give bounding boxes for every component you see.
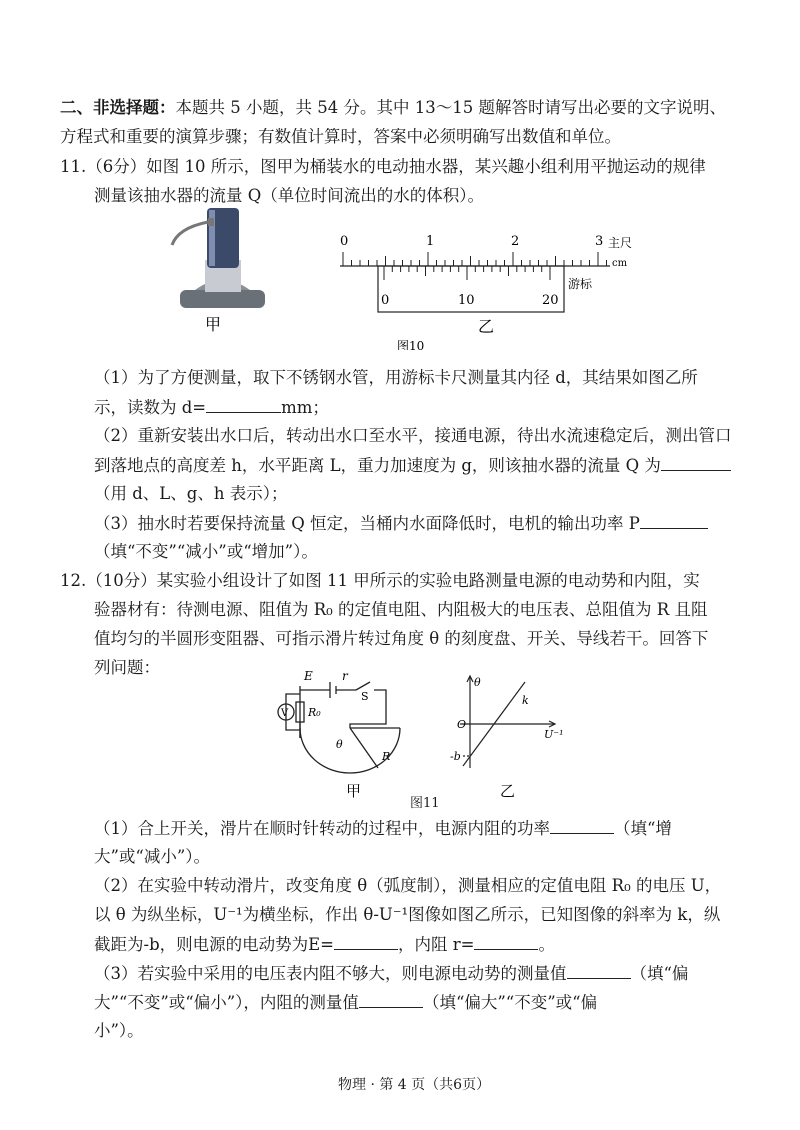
main-scale-unit: cm — [612, 258, 628, 269]
graph-origin: O — [457, 718, 467, 731]
circuit-label-E: E — [304, 669, 313, 683]
page-footer: 物理 · 第 4 页（共6页） — [338, 1077, 491, 1093]
q11-p2-line-c: （用 d、L、g、h 表示）； — [94, 484, 288, 503]
q12-p3-text-b: 大”“不变”或“偏小”），内阻的测量值 — [94, 993, 359, 1012]
q12-line-4: 列问题： — [94, 658, 160, 677]
fig10-label-jia: 甲 — [205, 315, 222, 334]
q12-p1-line-b: 大”或“减小”）。 — [94, 847, 211, 866]
answer-blank-P[interactable] — [640, 510, 708, 529]
q11-p2-text: 到落地点的高度差 h，水平距离 L，重力加速度为 g，则该抽水器的流量 Q 为 — [94, 456, 661, 475]
graph-slope-k: k — [522, 694, 529, 707]
q11-line-2: 测量该抽水器的流量 Q（单位时间流出的水的体积）。 — [94, 186, 485, 205]
q12-p3-hint: （填“偏 — [630, 964, 689, 983]
answer-blank-r-bias[interactable] — [359, 989, 423, 1008]
water-pump-image — [172, 208, 265, 308]
q12-p3-hint-b: （填“偏大”“不变”或“偏 — [422, 993, 598, 1012]
section-text-2: 方程式和重要的演算步骤；有数值计算时，答案中必须明确写出数值和单位。 — [60, 127, 621, 146]
q12-p2-line-a: （2）在实验中转动滑片，改变角度 θ（弧度制），测量相应的定值电阻 R₀ 的电压 U， — [94, 876, 722, 895]
main-tick-0: 0 — [340, 234, 349, 249]
main-tick-2: 2 — [511, 234, 520, 249]
main-scale-label: 主尺 — [608, 236, 633, 250]
graph-intercept-b: -b — [450, 750, 461, 763]
q12-p1-text: （1）合上开关，滑片在顺时针转动的过程中，电源内阻的功率 — [94, 819, 550, 838]
q11-p3-text: （3）抽水时若要保持流量 Q 恒定，当桶内水面降低时，电机的输出功率 P — [94, 514, 640, 533]
fig11-label-yi: 乙 — [500, 782, 516, 800]
fig11-label-jia: 甲 — [346, 782, 362, 800]
q12-p2-line-b: 以 θ 为纵坐标，U⁻¹为横坐标，作出 θ-U⁻¹图像如图乙所示，已知图像的斜率为 k，纵 — [94, 905, 721, 924]
q11-p2-line-a: （2）重新安装出水口后，转动出水口至水平，接通电源，待出水流速稳定后，测出管口 — [94, 426, 732, 445]
fig11-caption: 图11 — [410, 796, 440, 811]
q12-p3-line-b — [94, 989, 597, 1016]
section-heading: 二、非选择题： — [60, 98, 176, 117]
q12-p3-line-c: 小”）。 — [94, 1021, 144, 1040]
circuit-label-R0: R₀ — [308, 706, 321, 719]
q11-p3-line-b: （填“不变”“减小”或“增加”）。 — [94, 542, 318, 561]
q11-p1-text: 示，读数为 d= — [94, 398, 207, 417]
q12-line-2: 验器材有：待测电源、阻值为 R₀ 的定值电阻、内阻极大的电压表、总阻值为 R 且阻 — [94, 600, 708, 619]
q12-line-1: 12.（10分）某实验小组设计了如图 11 甲所示的实验电路测量电源的电动势和内阻，实 — [60, 571, 700, 590]
q11-p1-unit: mm； — [281, 398, 329, 417]
vernier-label: 游标 — [568, 277, 593, 291]
q11-p1-line-a: （1）为了方便测量，取下不锈钢水管，用游标卡尺测量其内径 d，其结果如图乙所 — [94, 368, 698, 387]
answer-blank-emf-bias[interactable] — [567, 960, 631, 979]
section-header — [60, 95, 726, 121]
figure-11 — [260, 668, 580, 808]
vernier-tick-20: 20 — [542, 293, 559, 308]
answer-blank-power[interactable] — [550, 815, 614, 834]
theta-u-graph — [460, 676, 555, 768]
answer-blank-r[interactable] — [474, 931, 538, 950]
q12-p3-text: （3）若实验中采用的电压表内阻不够大，则电源电动势的测量值 — [94, 964, 567, 983]
q12-p2-text-r: ，内阻 r= — [398, 935, 475, 954]
q12-p2-text-E: 截距为-b，则电源的电动势为E= — [94, 935, 335, 954]
circuit-label-S: S — [361, 690, 369, 703]
vernier-tick-10: 10 — [458, 293, 475, 308]
q11-p2-line-b — [94, 452, 731, 479]
graph-axis-theta: θ — [474, 676, 481, 689]
q11-line-1: 11.（6分）如图 10 所示，图甲为桶装水的电动抽水器，某兴趣小组利用平抛运动的规律 — [60, 157, 706, 176]
circuit-label-R: R — [382, 750, 391, 763]
main-tick-1: 1 — [426, 234, 435, 249]
fig10-label-yi: 乙 — [478, 317, 495, 336]
figure-10 — [160, 200, 640, 350]
q11-p1-line-b — [94, 394, 329, 421]
circuit-label-V: V — [281, 708, 289, 719]
main-tick-3: 3 — [595, 234, 604, 249]
answer-blank-E[interactable] — [334, 931, 398, 950]
q12-p1-line-a — [94, 815, 672, 842]
q12-p3-line-a — [94, 960, 688, 987]
answer-blank-Q[interactable] — [661, 452, 731, 471]
circuit-label-theta: θ — [336, 738, 343, 751]
section-text-1: 本题共 5 小题，共 54 分。其中 13～15 题解答时请写出必要的文字说明、 — [175, 98, 726, 117]
q12-p2-end: 。 — [538, 935, 555, 954]
fig10-caption: 图10 — [397, 339, 425, 350]
vernier-tick-0: 0 — [381, 293, 390, 308]
graph-axis-u: U⁻¹ — [544, 728, 564, 741]
q12-p1-hint: （填“增 — [614, 819, 672, 838]
q12-p2-line-c — [94, 931, 555, 958]
q12-line-3: 值均匀的半圆形变阻器、可指示滑片转过角度 θ 的刻度盘、开关、导线若干。回答下 — [94, 629, 709, 648]
answer-blank-d[interactable] — [206, 394, 281, 413]
q11-p3-line-a — [94, 510, 708, 537]
circuit-label-r: r — [342, 669, 348, 683]
